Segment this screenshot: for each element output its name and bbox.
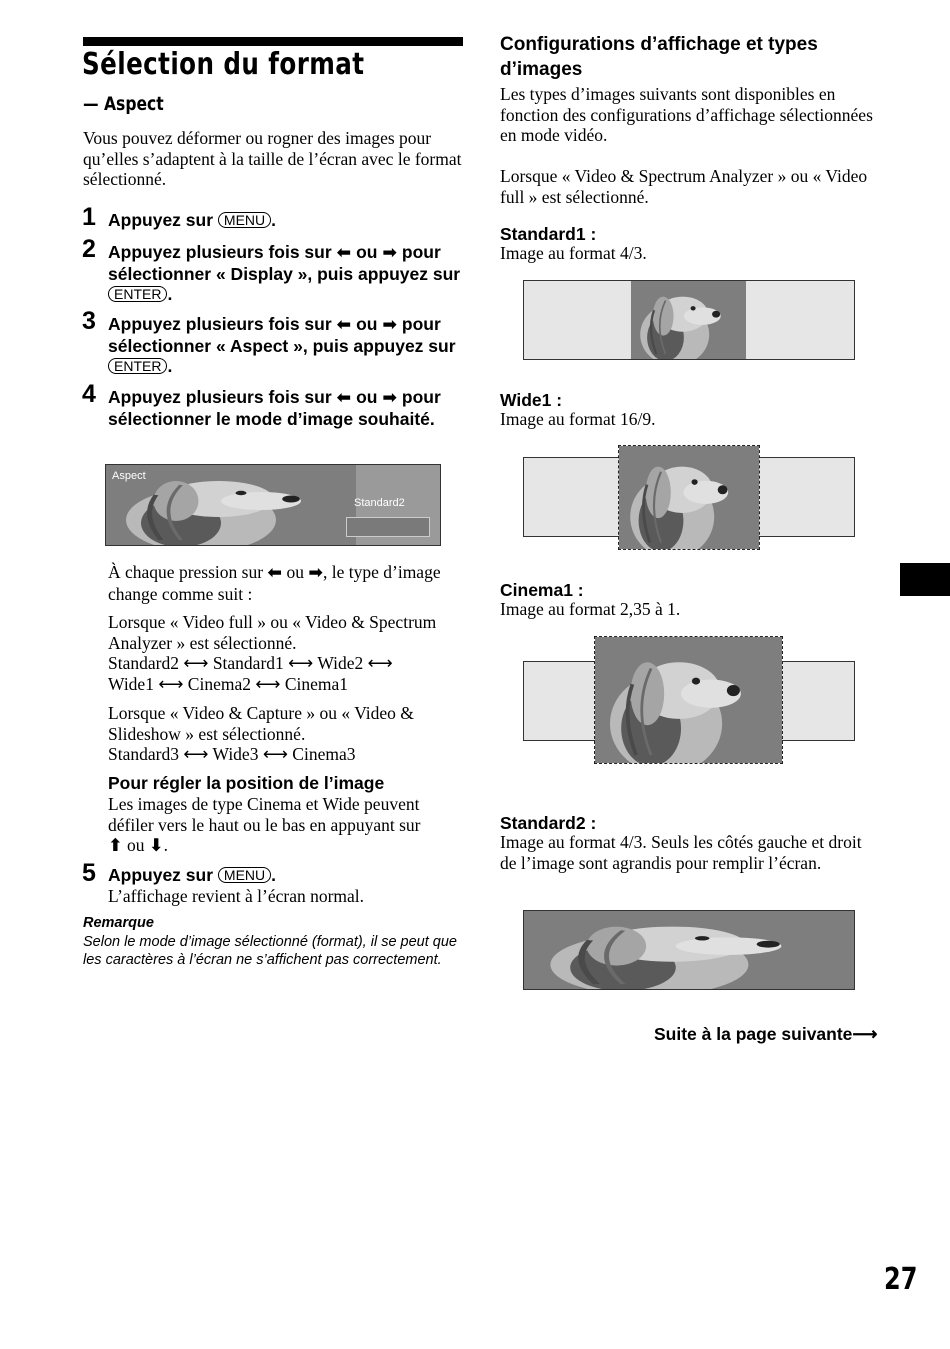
step-number: 4 xyxy=(82,380,96,408)
screen-label: Aspect xyxy=(112,470,146,482)
position-text-part: Les images de type Cinema et Wide peuvent défiler vers le haut ou le bas en appuyant sur xyxy=(108,794,421,835)
aspect-screen-image xyxy=(105,464,441,546)
step-text: Appuyez plusieurs fois sur xyxy=(108,387,332,407)
change-text-part: À chaque pression sur xyxy=(108,562,264,582)
mode-label: Standard2 : xyxy=(500,813,597,833)
mode-name: Cinema1 xyxy=(284,673,349,694)
step-number: 5 xyxy=(82,859,96,887)
mode-label: Standard1 : xyxy=(500,224,597,244)
screen-selector xyxy=(346,517,430,537)
down-arrow-icon: ⬇ xyxy=(148,836,164,856)
right-intro: Les types d’images suivants sont disponibles en fonction des configurations d’affichage sélectionnées en mode vidéo. xyxy=(500,84,873,145)
mode-desc: Image au format 4/3. Seuls les côtés gauche et droit de l’image sont agrandis pour remplir l’écran. xyxy=(500,832,862,873)
right-arrow-icon: ➡ xyxy=(382,243,398,263)
step-text: pour sélectionner « Aspect », puis appuyez sur xyxy=(108,314,456,356)
step-1 xyxy=(108,210,468,231)
mode-name: Wide2 xyxy=(317,653,364,673)
step-number: 2 xyxy=(82,235,96,263)
left-arrow-icon: ⬅ xyxy=(336,315,352,335)
left-arrow-icon: ⬅ xyxy=(336,243,352,263)
step-4 xyxy=(108,387,468,429)
double-arrow-icon: ⟷ xyxy=(255,673,281,694)
step-number: 3 xyxy=(82,307,96,335)
step-text: . xyxy=(167,356,173,376)
position-heading: Pour régler la position de l’image xyxy=(108,773,385,793)
next-page-text: Suite à la page suivante xyxy=(654,1024,853,1044)
remark-heading: Remarque xyxy=(83,915,154,931)
step-5 xyxy=(108,865,468,886)
step-text: ou xyxy=(356,387,378,407)
enter-key: ENTER xyxy=(108,358,167,374)
case1-sequence xyxy=(108,653,438,694)
double-arrow-icon: ⟷ xyxy=(262,744,288,764)
standard2-image xyxy=(524,911,854,989)
mode-name: Standard2 xyxy=(108,653,179,673)
page-title: Sélection du format xyxy=(82,47,365,82)
step-text: ou xyxy=(356,314,378,334)
mode-name: Cinema2 xyxy=(187,673,251,694)
screen-value: Standard2 xyxy=(354,497,405,509)
double-arrow-icon: ⟷ xyxy=(183,653,209,673)
position-text-part: ou xyxy=(127,835,145,855)
standard1-image xyxy=(631,281,746,359)
double-arrow-icon: ⟷ xyxy=(158,673,184,694)
wide1-image xyxy=(618,445,760,550)
page-subtitle: — Aspect xyxy=(83,93,164,115)
step-text: . xyxy=(271,210,277,230)
case1-intro: Lorsque « Video full » ou « Video & Spectrum Analyzer » est sélectionné. xyxy=(108,612,437,653)
right-condition: Lorsque « Video & Spectrum Analyzer » ou « Video full » est sélectionné. xyxy=(500,166,868,207)
step-text: pour sélectionner le mode d’image souhaité. xyxy=(108,387,441,429)
step-text: Appuyez plusieurs fois sur xyxy=(108,242,332,262)
menu-key: MENU xyxy=(218,867,271,883)
step-text: Appuyez plusieurs fois sur xyxy=(108,314,332,334)
enter-key: ENTER xyxy=(108,286,167,302)
mode-label: Wide1 : xyxy=(500,390,563,410)
step-text: pour sélectionner « Display », puis appuyez sur xyxy=(108,242,461,284)
right-arrow-icon: ➡ xyxy=(308,563,323,583)
remark-text: Selon le mode d’image sélectionné (format), il se peut que les caractères à l’écran ne s’affichent pas correctement. xyxy=(83,934,457,968)
right-arrow-icon: ➡ xyxy=(382,388,398,408)
standard2-frame xyxy=(523,910,855,990)
mode-name: Standard1 xyxy=(212,653,284,673)
cinema1-image xyxy=(594,636,783,764)
mode-label: Cinema1 : xyxy=(500,580,584,600)
step-text: Appuyez sur xyxy=(108,210,214,230)
step-number: 1 xyxy=(82,203,96,231)
right-arrow-icon: ⟶ xyxy=(852,1024,878,1044)
double-arrow-icon: ⟷ xyxy=(288,653,314,673)
menu-key: MENU xyxy=(218,212,271,228)
left-arrow-icon: ⬅ xyxy=(336,388,352,408)
mode-name: Wide1 xyxy=(108,673,154,694)
next-page-note xyxy=(654,1024,878,1045)
case2-intro: Lorsque « Video & Capture » ou « Video & Slideshow » est sélectionné. xyxy=(108,703,414,744)
step-text: . xyxy=(271,865,277,885)
step-text: ou xyxy=(356,242,378,262)
case2-sequence xyxy=(108,744,463,765)
step-3 xyxy=(108,314,468,377)
right-arrow-icon: ➡ xyxy=(382,315,398,335)
mode-desc: Image au format 16/9. xyxy=(500,409,656,429)
position-text: Les images de type Cinema et Wide peuvent défiler vers le haut ou le bas en appuyant sur ⬆ ou ⬇. xyxy=(108,794,421,856)
step-5-note: L’affichage revient à l’écran normal. xyxy=(108,886,365,906)
mode-desc: Image au format 4/3. xyxy=(500,243,647,263)
change-text-part: , le type d’image change comme suit : xyxy=(108,562,441,604)
mode-name: Standard3 xyxy=(108,744,179,764)
section-tab xyxy=(900,563,950,596)
step-text: Appuyez sur xyxy=(108,865,214,885)
up-arrow-icon: ⬆ xyxy=(108,836,123,856)
change-text-part: ou xyxy=(286,562,304,582)
page-number: 27 xyxy=(884,1262,918,1297)
left-arrow-icon: ⬅ xyxy=(267,563,283,583)
double-arrow-icon: ⟷ xyxy=(183,744,209,764)
title-bar xyxy=(83,37,463,46)
section-heading: Configurations d’affichage et types d’images xyxy=(500,34,818,80)
step-2 xyxy=(108,242,468,305)
mode-name: Wide3 xyxy=(212,744,259,764)
change-text xyxy=(108,562,463,604)
intro-text: Vous pouvez déformer ou rogner des images pour qu’elles s’adaptent à la taille de l’écran avec le format sélectionné. xyxy=(83,128,462,189)
double-arrow-icon: ⟷ xyxy=(367,653,393,673)
mode-name: Cinema3 xyxy=(292,744,356,764)
mode-desc: Image au format 2,35 à 1. xyxy=(500,599,681,619)
step-text: . xyxy=(167,284,173,304)
